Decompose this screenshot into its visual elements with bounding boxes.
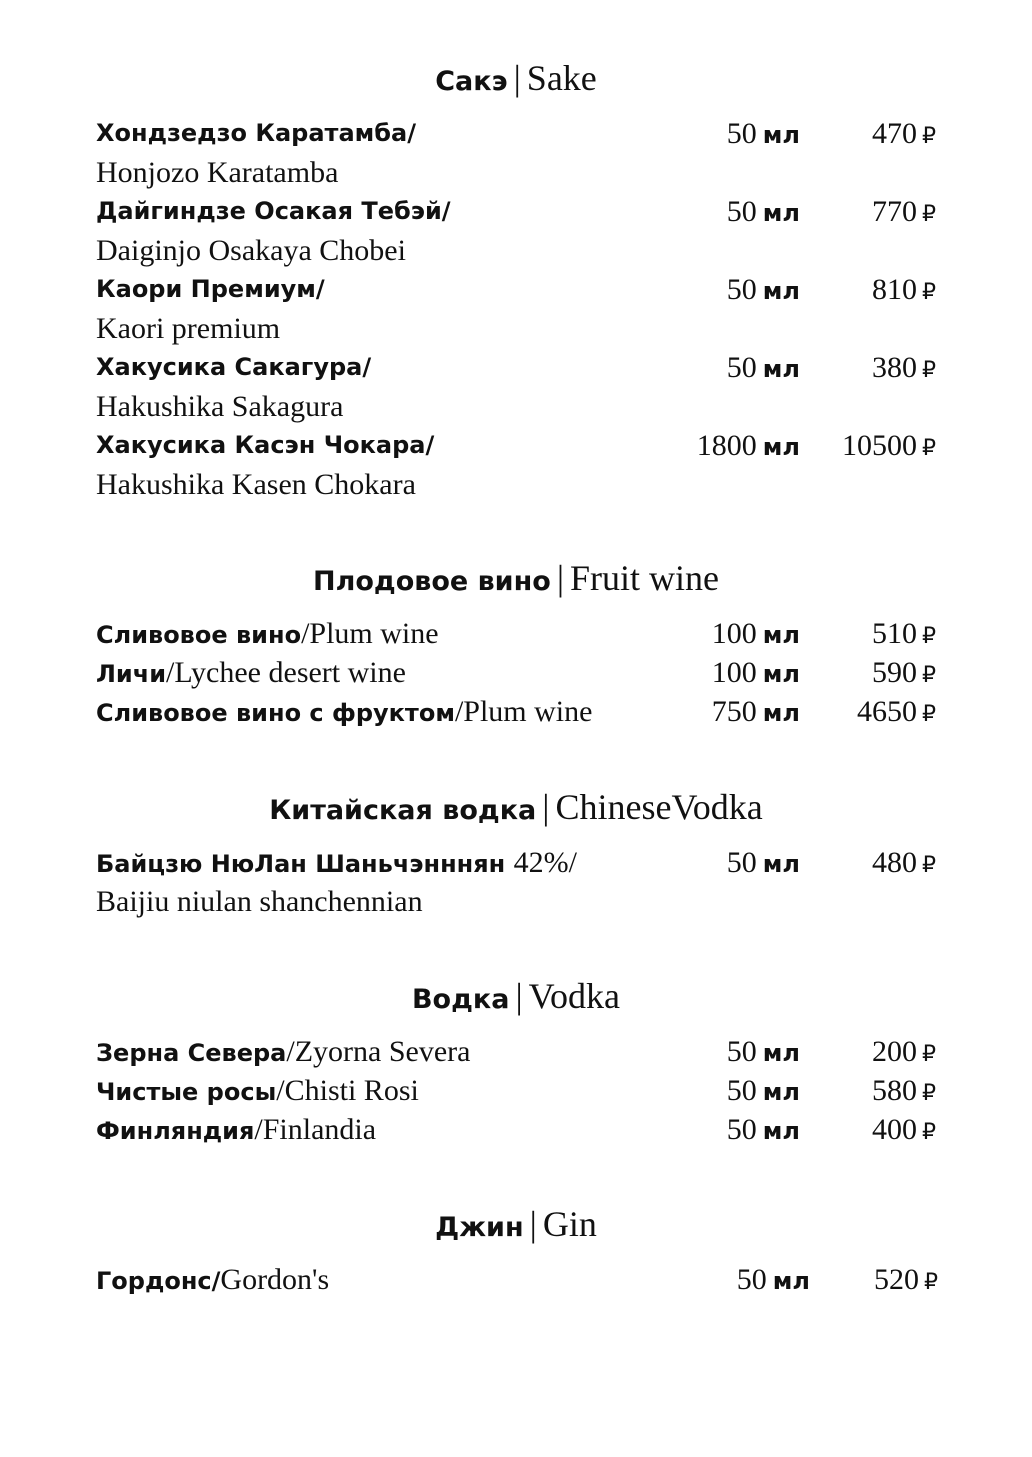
- item-price: 520 ₽: [874, 1263, 938, 1296]
- item-name: Сливовое вино/Plum wine: [96, 617, 439, 650]
- menu-item: [0, 192, 1032, 270]
- heading-en: Vodka: [528, 976, 621, 1016]
- menu-item: [0, 114, 1032, 192]
- item-volume: 50 мл: [726, 273, 800, 306]
- item-volume: 1800 мл: [696, 429, 800, 462]
- item-price: 510 ₽: [872, 617, 936, 650]
- item-volume: 50 мл: [736, 1263, 810, 1296]
- heading-separator: |: [513, 58, 521, 98]
- item-price: 470 ₽: [872, 117, 936, 150]
- item-name-en: Kaori premium: [96, 312, 281, 345]
- heading-ru: Сакэ: [435, 66, 508, 97]
- heading-ru: Плодовое вино: [312, 566, 551, 597]
- menu-item: [0, 1260, 1032, 1299]
- section-sake: [0, 48, 1032, 504]
- section-heading: [0, 548, 1032, 608]
- item-volume: 100 мл: [711, 656, 800, 689]
- item-name: Гордонс/Gordon's: [96, 1263, 330, 1296]
- item-volume: 100 мл: [711, 617, 800, 650]
- item-name: Сливовое вино с фруктом/Plum wine: [96, 695, 593, 728]
- section-vodka: [0, 966, 1032, 1149]
- item-price: 770 ₽: [872, 195, 936, 228]
- section-chinese-vodka: [0, 777, 1032, 921]
- item-name-en: Hakushika Sakagura: [96, 390, 344, 423]
- heading-ru: Водка: [411, 984, 510, 1015]
- item-name-ru: Дайгиндзе Осакая Тебэй/: [96, 197, 451, 225]
- item-volume: 50 мл: [726, 117, 800, 150]
- item-name-ru: Хакусика Касэн Чокара/: [96, 431, 435, 459]
- item-volume: 50 мл: [726, 1113, 800, 1146]
- menu-item: [0, 348, 1032, 426]
- section-heading: [0, 1194, 1032, 1254]
- item-name-en: Baijiu niulan shanchennian: [96, 885, 423, 918]
- item-volume: 50 мл: [726, 846, 800, 879]
- item-price: 10500 ₽: [842, 429, 936, 462]
- heading-separator: |: [556, 558, 565, 598]
- menu-item: [0, 1110, 1032, 1149]
- heading-en: Gin: [542, 1204, 597, 1244]
- item-volume: 50 мл: [726, 1074, 800, 1107]
- item-price: 400 ₽: [872, 1113, 936, 1146]
- heading-en: Sake: [526, 58, 597, 98]
- heading-en: Fruit wine: [570, 558, 720, 598]
- item-name-ru: Байцзю НюЛан Шаньчэнннян 42%/: [96, 846, 577, 879]
- menu-item: [0, 426, 1032, 504]
- menu-item: [0, 614, 1032, 653]
- item-volume: 750 мл: [711, 695, 800, 728]
- heading-separator: |: [515, 976, 523, 1016]
- menu-item: [0, 692, 1032, 731]
- item-price: 200 ₽: [872, 1035, 936, 1068]
- item-name-en: Honjozo Karatamba: [96, 156, 339, 189]
- section-heading: [0, 777, 1032, 837]
- menu-item: [0, 270, 1032, 348]
- menu-item: [0, 653, 1032, 692]
- menu-item: [0, 1032, 1032, 1071]
- item-name: Личи/Lychee desert wine: [96, 656, 406, 689]
- item-name: Чистые росы/Chisti Rosi: [96, 1074, 419, 1107]
- item-name-ru: Каори Премиум/: [96, 275, 325, 303]
- item-name-ru: Хондзедзо Каратамба/: [96, 119, 416, 147]
- item-price: 810 ₽: [872, 273, 936, 306]
- heading-separator: |: [529, 1204, 537, 1244]
- item-price: 580 ₽: [872, 1074, 936, 1107]
- section-heading: [0, 966, 1032, 1026]
- item-name: Зерна Севера/Zyorna Severa: [96, 1035, 471, 1068]
- item-name-ru: Хакусика Сакагура/: [96, 353, 372, 381]
- item-volume: 50 мл: [726, 195, 800, 228]
- item-price: 480 ₽: [872, 846, 936, 879]
- item-price: 4650 ₽: [857, 695, 936, 728]
- heading-en: ChineseVodka: [555, 787, 763, 827]
- item-price: 380 ₽: [872, 351, 936, 384]
- section-heading: [0, 48, 1032, 108]
- section-gin: [0, 1194, 1032, 1299]
- item-volume: 50 мл: [726, 351, 800, 384]
- item-volume: 50 мл: [726, 1035, 800, 1068]
- heading-ru: Джин: [435, 1212, 524, 1243]
- item-name-en: Daiginjo Osakaya Chobei: [96, 234, 406, 267]
- item-name: Финляндия/Finlandia: [96, 1113, 377, 1146]
- item-price: 590 ₽: [872, 656, 936, 689]
- heading-separator: |: [542, 787, 550, 827]
- item-name-en: Hakushika Kasen Chokara: [96, 468, 416, 501]
- section-fruit-wine: [0, 548, 1032, 731]
- menu-item: [0, 1071, 1032, 1110]
- heading-ru: Китайская водка: [269, 795, 537, 826]
- menu-item: [0, 843, 1032, 921]
